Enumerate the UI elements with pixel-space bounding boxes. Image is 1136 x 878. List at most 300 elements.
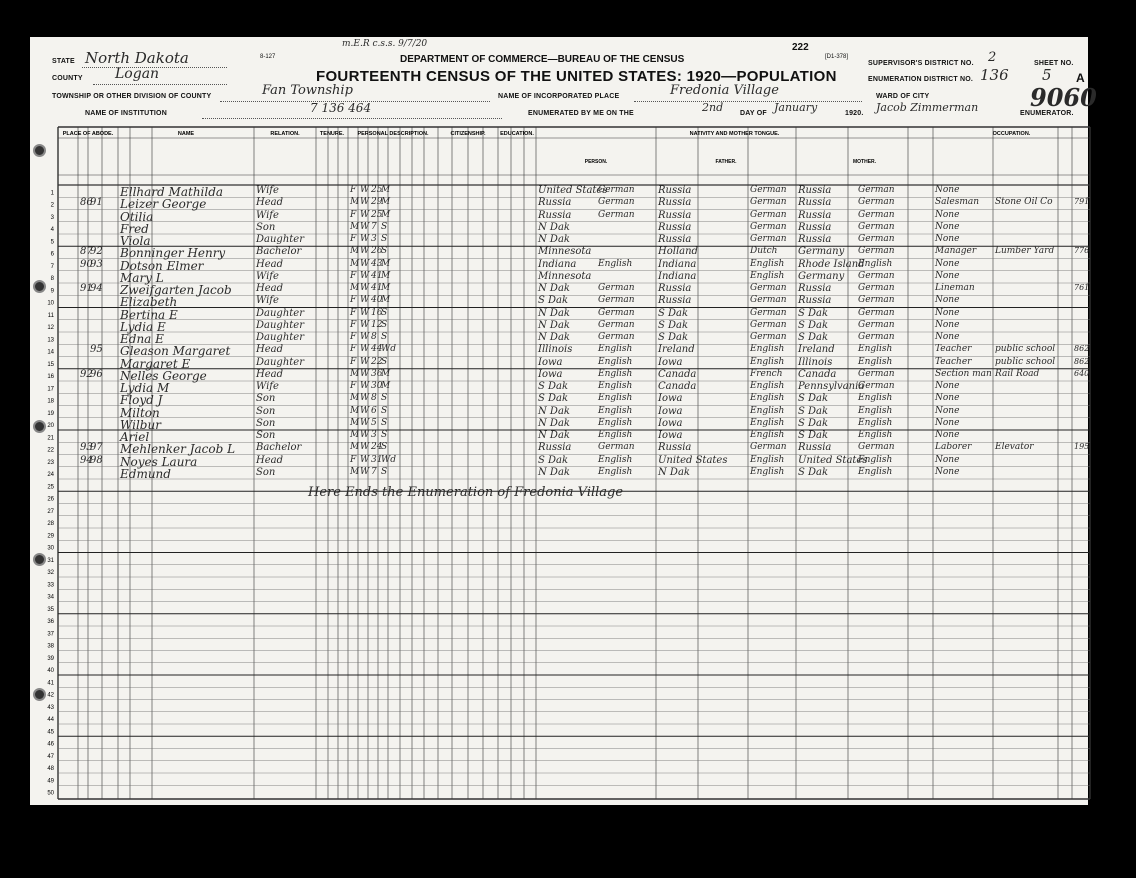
cell-rel: Son [256,221,276,233]
cell-tongue: English [598,430,633,440]
cell-tongue: English [598,405,633,416]
cell-fam: 97 [90,442,103,454]
sheet-value: 5 [1042,66,1052,84]
cell-mbirth: Russia [798,295,832,307]
ed-value: 136 [980,66,1009,84]
cell-name: Edna E [120,332,164,346]
cell-sex: M [350,417,360,428]
cell-mbirth: Rhode Island [798,258,865,270]
cell-race: W [360,270,370,281]
cell-birth: United States [538,185,608,196]
row-number: 39 [47,655,54,662]
cell-age: 30 [371,381,383,391]
cell-birth: Illinois [538,344,573,356]
cell-occ: None [935,258,960,269]
cell-code: 862 [1074,344,1090,354]
cell-fbirth: Iowa [658,405,683,417]
cell-race: W [360,185,370,195]
enumerated-day: 2nd [702,101,724,114]
cell-race: W [360,197,370,208]
cell-occ: None [935,185,960,195]
cell-tongue: English [598,454,633,465]
cell-mbirth: S Dak [798,417,829,429]
cell-mtongue: English [858,356,893,367]
cell-sex: M [350,283,360,293]
cell-mar: M [381,295,391,306]
cell-name: Noyes Laura [120,454,198,469]
cell-occ: Lineman [935,283,975,293]
cell-rel: Wife [256,295,279,307]
form-code: [D1-378] [825,54,849,60]
cell-rel: Daughter [256,234,304,245]
cell-rel: Son [256,417,276,429]
cell-age: 29 [371,197,383,208]
cell-occ: None [935,221,960,232]
cell-mar: M [381,368,391,379]
cell-age: 3 [371,234,377,244]
cell-tongue: German [598,319,635,330]
cell-birth: N Dak [538,319,570,331]
column-group-label: PERSONAL DESCRIPTION. [357,131,429,137]
cell-rel: Wife [256,185,279,196]
cell-mtongue: German [858,197,895,208]
cell-mar: S [381,417,388,428]
cell-mar: Wd [381,344,397,355]
cell-mtongue: German [858,319,895,330]
cell-name: Ariel [120,430,150,444]
cell-occ: Section man [935,368,992,379]
cell-ftongue: English [750,417,785,428]
cell-ind: Elevator [995,442,1034,453]
cell-sex: F [350,319,357,330]
row-number: 44 [47,717,54,723]
cell-birth: S Dak [538,393,569,405]
cell-ftongue: German [750,307,787,318]
punch-hole-mark [33,688,46,701]
cell-mbirth: Ireland [798,344,835,356]
cell-fbirth: Russia [658,209,692,221]
cell-fbirth: S Dak [658,332,689,343]
cell-ftongue: English [750,258,785,269]
cell-birth: N Dak [538,307,570,319]
cell-dw: 93 [80,442,93,454]
row-number: 23 [47,459,54,466]
cell-mbirth: Germany [798,270,845,282]
cell-tongue: German [598,332,635,342]
row-number: 12 [47,325,54,331]
cell-mtongue: German [858,185,895,195]
cell-ftongue: German [750,295,787,306]
cell-occ: None [935,430,960,440]
cell-mbirth: Russia [798,234,832,245]
cell-rel: Son [256,466,276,478]
row-number: 25 [47,484,54,491]
state-value: North Dakota [85,49,189,67]
cell-code: 862 [1074,356,1090,366]
cell-birth: Minnesota [538,270,592,282]
sheet-letter: A [1076,71,1085,85]
cell-tongue: English [598,466,633,477]
cell-race: W [360,393,370,404]
cell-age: 7 [371,466,377,477]
cell-mbirth: Canada [798,368,837,380]
cell-fbirth: Russia [658,197,692,209]
cell-mtongue: English [858,405,893,416]
sub-header-label: FATHER. [715,159,737,165]
cell-mbirth: Russia [798,197,832,209]
column-group-label: NAME [177,131,195,137]
cell-ftongue: German [750,221,787,232]
cell-mar: S [381,319,388,330]
cell-name: Milton [120,405,160,420]
row-number: 31 [47,557,54,564]
cell-mar: M [381,270,391,281]
cell-tongue: English [598,393,633,404]
cell-name: Floyd J [120,393,163,408]
row-number: 35 [47,606,54,613]
cell-rel: Son [256,393,276,405]
row-number: 47 [47,753,54,760]
cell-birth: N Dak [538,417,570,429]
cell-dw: 86 [80,197,93,209]
cell-mtongue: German [858,381,895,391]
cell-mar: M [381,283,391,293]
cell-ftongue: English [750,405,785,416]
cell-mar: M [381,197,391,208]
cell-ftongue: English [750,356,785,367]
cell-birth: Iowa [538,356,563,368]
form-number: 8-127 [260,54,276,60]
cell-name: Leizer George [120,197,207,212]
cell-birth: N Dak [538,221,570,233]
cell-sex: M [350,197,360,208]
cell-name: Gleason Margaret [120,344,231,359]
ward-label: WARD OF CITY [876,93,930,100]
cell-tongue: English [598,417,633,428]
row-number: 15 [47,361,54,368]
cell-race: W [360,405,370,416]
row-number: 37 [47,631,54,638]
cell-mar: M [381,258,391,269]
row-number: 50 [47,790,54,797]
county-value: Logan [115,66,160,82]
cell-mar: S [381,332,388,342]
row-number: 17 [47,386,54,393]
cell-name: Otilia [120,209,154,224]
row-number: 19 [47,410,54,417]
supervisor-value: 2 [988,50,997,65]
cell-age: 43 [371,258,383,269]
cell-sex: F [350,209,357,220]
cell-mtongue: English [858,430,893,440]
cell-sex: M [350,393,360,404]
cell-mar: S [381,393,388,404]
cell-fbirth: S Dak [658,307,689,319]
cell-fam: 96 [90,368,103,380]
cell-rel: Wife [256,270,279,282]
cell-mbirth: Illinois [798,356,833,368]
cell-name: Fred [120,221,149,236]
cell-fbirth: Iowa [658,430,683,441]
cell-birth: Minnesota [538,246,592,258]
cell-race: W [360,307,370,318]
cell-name: Ellhard Mathilda [120,185,224,199]
cell-occ: None [935,332,960,342]
cell-occ: None [935,381,960,391]
cell-tongue: English [598,258,633,269]
cell-mbirth: S Dak [798,393,829,405]
cell-ftongue: German [750,234,787,244]
row-number: 30 [47,545,54,552]
township-value: Fan Township [262,83,353,98]
cell-occ: None [935,393,960,404]
cell-sex: M [350,246,360,257]
cell-race: W [360,454,370,465]
cell-mtongue: English [858,417,893,428]
cell-fbirth: Indiana [658,258,697,270]
cell-name: Viola [120,234,151,248]
cell-dw: 90 [80,258,93,270]
row-number: 7 [50,263,54,270]
cell-birth: N Dak [538,466,570,478]
cell-occ: Laborer [935,442,972,453]
cell-sex: F [350,307,357,318]
cell-name: Bonninger Henry [120,246,226,261]
cell-race: W [360,221,370,232]
cell-code: 761 [1074,283,1090,292]
row-number: 46 [47,741,54,748]
cell-mtongue: German [858,246,895,257]
cell-rel: Wife [256,381,279,392]
enumerator-label: ENUMERATOR. [1020,110,1074,117]
cell-birth: Indiana [538,258,577,270]
punch-hole-mark [33,144,46,157]
cell-name: Nelles George [120,368,207,383]
institution-value: 7 136 464 [310,101,372,115]
cell-rel: Head [256,454,284,466]
cell-mtongue: English [858,466,893,477]
cell-name: Bertina E [120,307,178,322]
cell-rel: Head [256,344,284,356]
cell-mbirth: Germany [798,246,845,258]
cell-ftongue: English [750,430,785,440]
cell-age: 6 [371,405,377,416]
cell-race: W [360,283,370,293]
supervisor-label: SUPERVISOR'S DISTRICT NO. [868,60,974,67]
cell-fam: 92 [90,246,103,258]
day-of-label: DAY OF [740,110,767,117]
cell-sex: M [350,258,360,269]
column-group-label: OCCUPATION. [992,131,1031,137]
cell-age: 12 [371,319,383,330]
cell-sex: F [350,234,357,244]
census-title: FOURTEENTH CENSUS OF THE UNITED STATES: 1920—POPULATION [316,68,837,85]
corner-number: 9060 [1030,83,1097,112]
cell-fbirth: Iowa [658,356,683,368]
cell-rel: Daughter [256,307,304,319]
cell-name: Zweifgarten Jacob [120,283,232,297]
margin-note: m.E.R c.s.s. 9/7/20 [342,39,428,49]
row-number: 5 [50,239,54,246]
cell-rel: Head [256,258,284,270]
cell-age: 41 [371,283,383,293]
cell-mar: M [381,185,391,195]
cell-sex: M [350,221,360,232]
cell-rel: Bachelor [256,246,302,258]
punch-hole-mark [33,553,46,566]
cell-birth: S Dak [538,295,569,307]
cell-mbirth: Russia [798,283,832,294]
cell-fam: 98 [90,454,103,466]
cell-sex: M [350,430,360,440]
cell-tongue: German [598,442,635,453]
cell-sex: M [350,368,360,379]
cell-occ: Teacher [935,356,972,367]
cell-code: 776 [1074,246,1090,256]
row-number: 22 [47,447,54,454]
row-number: 2 [50,202,54,209]
cell-sex: F [350,295,357,306]
place-value: Fredonia Village [670,83,779,98]
cell-mbirth: S Dak [798,307,829,319]
row-number: 3 [50,214,54,221]
census-sheet [30,37,1097,805]
cell-occ: None [935,307,960,318]
cell-mtongue: English [858,344,893,355]
cell-mar: S [381,430,388,440]
cell-mtongue: German [858,295,895,306]
cell-fam: 91 [90,197,103,209]
cell-rel: Daughter [256,356,304,368]
column-group-label: RELATION. [270,131,300,137]
county-label: COUNTY [52,75,83,82]
cell-race: W [360,246,370,257]
cell-ftongue: Dutch [750,246,778,257]
cell-mar: S [381,442,388,453]
cell-tongue: English [598,344,633,355]
cell-mbirth: S Dak [798,430,829,441]
column-group-label: EDUCATION. [500,131,534,137]
cell-ftongue: French [750,368,783,379]
cell-race: W [360,209,370,220]
cell-mar: S [381,234,388,244]
cell-fbirth: Russia [658,221,692,233]
cell-fam: 95 [90,344,103,356]
cell-ftongue: English [750,466,785,477]
cell-fbirth: Canada [658,368,697,380]
cell-mtongue: German [858,234,895,244]
cell-dw: 87 [80,246,93,258]
cell-age: 8 [371,393,377,404]
cell-name: Elizabeth [120,295,178,310]
cell-rel: Head [256,197,284,209]
cell-name: Lydia M [120,381,170,395]
row-number: 20 [47,423,54,429]
cell-rel: Bachelor [256,442,302,454]
punch-hole-mark [33,280,46,293]
cell-age: 31 [371,454,383,465]
place-label: NAME OF INCORPORATED PLACE [498,93,620,100]
cell-mtongue: German [858,270,895,281]
row-number: 38 [47,643,54,650]
sub-header-label: PERSON. [584,159,608,165]
cell-birth: S Dak [538,454,569,466]
cell-race: W [360,234,370,244]
row-number: 32 [47,570,54,576]
row-number: 48 [47,766,54,772]
row-number: 45 [47,729,54,736]
row-number: 28 [47,521,54,527]
cell-tongue: German [598,197,635,208]
cell-fbirth: Ireland [658,344,695,356]
cell-mbirth: Russia [798,442,832,454]
cell-fbirth: S Dak [658,319,689,331]
row-number: 42 [47,692,54,699]
cell-ftongue: English [750,381,785,391]
ed-label: ENUMERATION DISTRICT NO. [868,76,974,83]
cell-age: 16 [371,307,383,318]
row-number: 10 [47,300,54,307]
cell-birth: N Dak [538,405,570,417]
cell-tongue: German [598,283,635,293]
cell-mbirth: Russia [798,185,832,196]
cell-tongue: English [598,381,633,391]
row-number: 9 [50,288,54,295]
cell-race: W [360,332,370,342]
cell-rel: Son [256,405,276,417]
cell-birth: N Dak [538,234,570,245]
cell-fam: 94 [90,283,103,294]
cell-rel: Head [256,283,284,294]
cell-fbirth: Russia [658,283,692,294]
cell-sex: M [350,405,360,416]
cell-mbirth: S Dak [798,332,829,343]
cell-race: W [360,430,370,440]
cell-fbirth: Russia [658,442,692,454]
cell-ind: Rail Road [995,368,1040,379]
cell-mtongue: German [858,332,895,342]
cell-mtongue: German [858,368,895,379]
column-group-label: PLACE OF ABODE. [62,131,114,137]
cell-ftongue: German [750,197,787,208]
row-number: 1 [50,190,54,197]
cell-dw: 91 [80,283,93,294]
cell-mar: M [381,381,391,391]
cell-ind: public school [995,356,1056,367]
cell-age: 26 [371,246,383,257]
cell-dw: 92 [80,368,93,380]
cell-race: W [360,466,370,477]
cell-age: 8 [371,332,377,342]
cell-mbirth: S Dak [798,466,829,478]
cell-mar: S [381,221,388,232]
cell-ftongue: German [750,332,787,342]
enumerated-month: January [774,101,818,114]
stamp: 222 [792,42,809,53]
cell-fbirth: Russia [658,185,692,196]
row-number: 16 [47,374,54,380]
row-number: 40 [47,668,54,674]
cell-birth: Russia [538,442,572,454]
cell-fbirth: N Dak [658,466,690,478]
row-number: 14 [47,349,54,356]
cell-fbirth: Canada [658,381,697,392]
cell-rel: Daughter [256,332,304,343]
cell-age: 22 [371,356,383,367]
row-number: 27 [47,508,54,515]
cell-sex: F [350,270,357,281]
enumerated-label: ENUMERATED BY ME ON THE [528,110,634,117]
